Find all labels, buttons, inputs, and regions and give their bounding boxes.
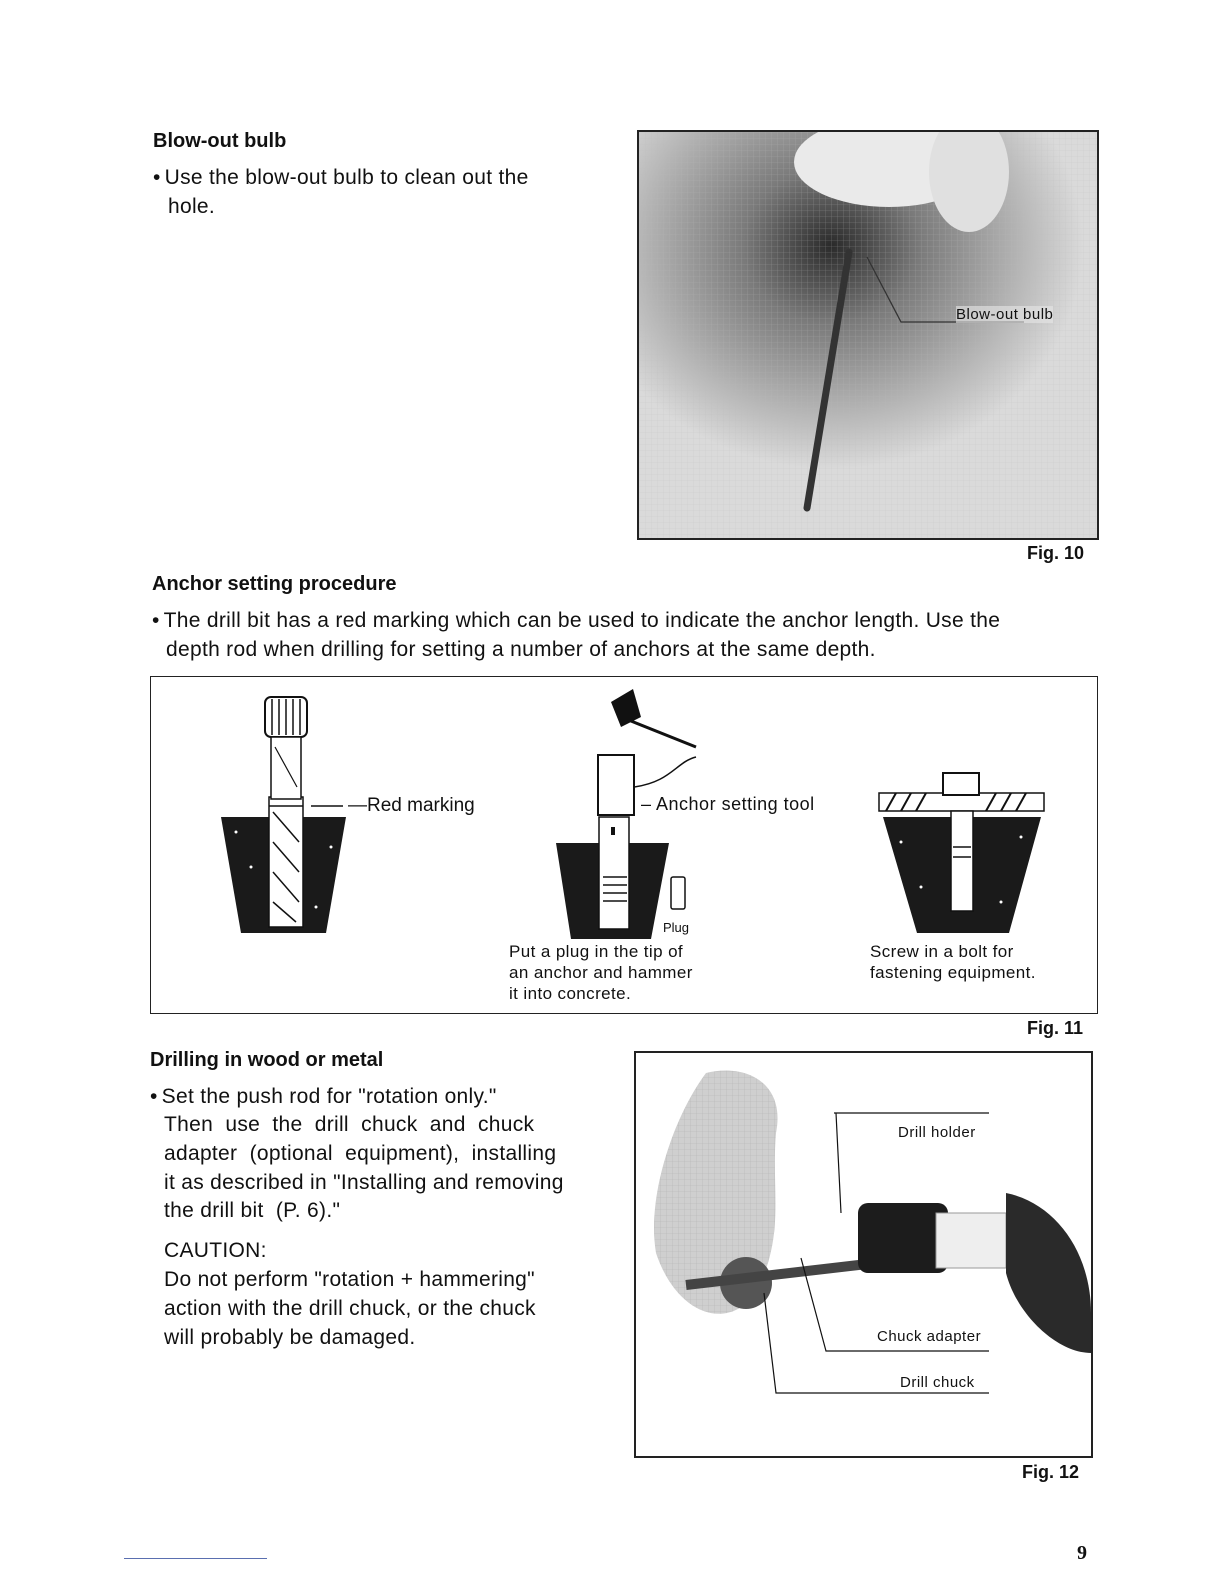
drill-chuck-label: Drill chuck bbox=[900, 1374, 975, 1391]
fig10-photo bbox=[637, 130, 1099, 540]
drill-line1: • Set the push rod for "rotation only." bbox=[150, 1082, 497, 1111]
fig11-caption2-line3: it into concrete. bbox=[509, 984, 632, 1003]
page-number: 9 bbox=[1077, 1542, 1087, 1564]
fig11-caption2-line1: Put a plug in the tip of bbox=[509, 942, 684, 961]
fig10-illustration bbox=[639, 132, 1097, 538]
footer-rule bbox=[124, 1558, 267, 1559]
drill-line5: the drill bit (P. 6)." bbox=[164, 1199, 341, 1222]
anchor-tool-label: – Anchor setting tool bbox=[641, 794, 815, 814]
fig12-illustration bbox=[636, 1053, 1091, 1456]
fig11-label: Fig. 11 bbox=[1027, 1018, 1084, 1038]
caution-line3: will probably be damaged. bbox=[164, 1326, 416, 1349]
fig11-caption3 bbox=[870, 941, 1036, 983]
blowout-bullet-line2: hole. bbox=[168, 195, 216, 218]
anchor-bullet-line2: depth rod when drilling for setting a number of anchors at the same depth. bbox=[166, 638, 876, 661]
drill-bit-diagram bbox=[221, 697, 346, 933]
fig11-caption2-line2: an anchor and hammer bbox=[509, 963, 693, 982]
caution-title: CAUTION: bbox=[164, 1239, 267, 1262]
fig12-label: Fig. 12 bbox=[1022, 1462, 1080, 1482]
red-marking-label: —Red marking bbox=[348, 795, 475, 816]
drill-heading: Drilling in wood or metal bbox=[150, 1049, 384, 1071]
anchor-bullet-line1: • The drill bit has a red marking which can be used to indicate the anchor length. Use the bbox=[152, 606, 1000, 635]
fig11-caption2 bbox=[509, 941, 693, 1004]
blowout-heading: Blow-out bulb bbox=[153, 130, 287, 152]
plug-label: Plug bbox=[663, 920, 690, 935]
caution-line2: action with the drill chuck, or the chuck bbox=[164, 1297, 536, 1320]
drill-holder-label: Drill holder bbox=[898, 1124, 976, 1141]
drill-line4: it as described in "Installing and removing bbox=[164, 1171, 564, 1194]
chuck-adapter-label: Chuck adapter bbox=[877, 1328, 982, 1345]
fig10-callout-label: Blow-out bulb bbox=[956, 306, 1054, 323]
fig11-box bbox=[150, 676, 1098, 1014]
fig11-caption3-line1: Screw in a bolt for bbox=[870, 942, 1014, 961]
fig12-photo bbox=[634, 1051, 1093, 1458]
caution-line1: Do not perform "rotation + hammering" bbox=[164, 1268, 535, 1291]
drill-line3: adapter (optional equipment), installing bbox=[164, 1142, 557, 1165]
drill-line2: Then use the drill chuck and chuck bbox=[164, 1113, 535, 1136]
fig11-caption3-line2: fastening equipment. bbox=[870, 963, 1036, 982]
anchor-heading: Anchor setting procedure bbox=[152, 573, 397, 595]
fig10-label: Fig. 10 bbox=[1027, 543, 1085, 563]
bolt-diagram bbox=[879, 773, 1044, 933]
blowout-bullet-line1: • Use the blow-out bulb to clean out the bbox=[153, 163, 529, 192]
